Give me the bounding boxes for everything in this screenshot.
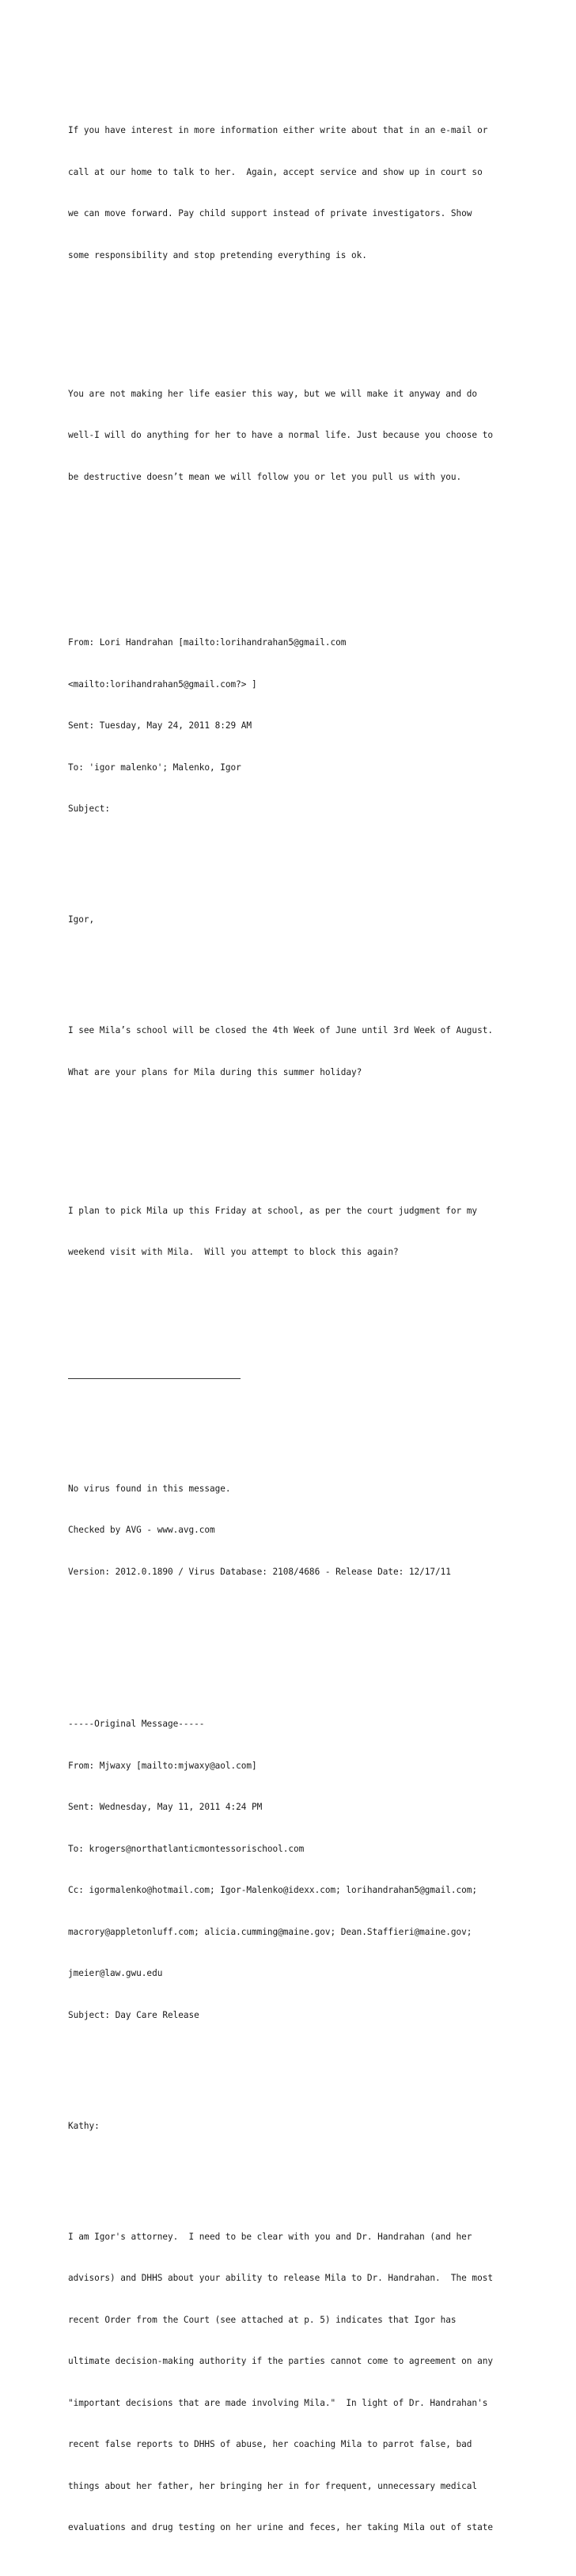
text-line: recent false reports to DHHS of abuse, her coaching Mila to parrot false, bad (68, 2439, 472, 2449)
header-cc-cont: jmeier@law.gwu.edu (68, 1968, 163, 1978)
text-line: I plan to pick Mila up this Friday at school, as per the court judgment for my (68, 1205, 478, 1216)
email-header-2 (68, 1689, 543, 2050)
header-to: To: krogers@northatlanticmontessorischool.com (68, 1843, 305, 1854)
text-line: "important decisions that are made involving Mila." In light of Dr. Handrahan's (68, 2397, 488, 2408)
header-subject: Subject: (68, 804, 111, 814)
text-line: Checked by AVG - www.avg.com (68, 1525, 215, 1535)
paragraph-1 (68, 96, 543, 290)
paragraph-3 (68, 996, 543, 1107)
paragraph-4 (68, 1176, 543, 1287)
separator-rule (68, 1370, 241, 1379)
text-line: No virus found in this message. (68, 1483, 231, 1494)
paragraph-2 (68, 359, 543, 512)
text-line: well-I will do anything for her to have a normal life. Just because you choose to (68, 430, 493, 440)
header-cc: Cc: igormalenko@hotmail.com; Igor-Malenko@idexx.com; lorihandrahan5@gmail.com; (68, 1885, 478, 1895)
text-line: recent Order from the Court (see attached at p. 5) indicates that Igor has (68, 2314, 457, 2325)
header-sent: Sent: Wednesday, May 11, 2011 4:24 PM (68, 1802, 263, 1812)
original-message-marker: -----Original Message----- (68, 1719, 205, 1729)
avg-notice (68, 1454, 543, 1607)
header-to: To: 'igor malenko'; Malenko, Igor (68, 762, 241, 773)
header-subject: Subject: Day Care Release (68, 2009, 199, 2020)
text-line: we can move forward. Pay child support instead of private investigators. Show (68, 208, 472, 218)
header-from: From: Lori Handrahan [mailto:lorihandrahan5@gmail.com (68, 637, 347, 648)
text-line: I am Igor's attorney. I need to be clear with you and Dr. Handrahan (and her (68, 2231, 472, 2242)
greeting-kathy: Kathy: (68, 2120, 100, 2131)
paragraph-5 (68, 2202, 543, 2563)
text-line: You are not making her life easier this way, but we will make it anyway and do (68, 388, 478, 399)
text-line: advisors) and DHHS about your ability to release Mila to Dr. Handrahan. The most (68, 2273, 493, 2283)
text-line: be destructive doesn’t mean we will follow you or let you pull us with you. (68, 471, 462, 482)
header-cc-cont: macrory@appletonluff.com; alicia.cumming@maine.gov; Dean.Staffieri@maine.gov; (68, 1926, 472, 1937)
text-line: If you have interest in more information either write about that in an e-mail or (68, 125, 488, 135)
text-line: call at our home to talk to her. Again, accept service and show up in court so (68, 166, 483, 177)
text-line: Version: 2012.0.1890 / Virus Database: 2108/4686 - Release Date: 12/17/11 (68, 1566, 451, 1577)
text-line: What are your plans for Mila during this summer holiday? (68, 1066, 362, 1077)
text-line: some responsibility and stop pretending everything is ok. (68, 249, 367, 260)
email-header-1 (68, 608, 543, 844)
text-line: weekend visit with Mila. Will you attempt to block this again? (68, 1247, 399, 1257)
greeting-igor: Igor, (68, 914, 95, 925)
text-line: ultimate decision-making authority if the parties cannot come to agreement on any (68, 2356, 493, 2366)
header-from-cont: <mailto:lorihandrahan5@gmail.com?> ] (68, 678, 257, 690)
header-sent: Sent: Tuesday, May 24, 2011 8:29 AM (68, 720, 252, 731)
text-line: evaluations and drug testing on her urine and feces, her taking Mila out of state (68, 2522, 493, 2532)
text-line: things about her father, her bringing her in for frequent, unnecessary medical (68, 2480, 478, 2491)
header-from: From: Mjwaxy [mailto:mjwaxy@aol.com] (68, 1760, 257, 1771)
text-line: I see Mila’s school will be closed the 4th Week of June until 3rd Week of August. (68, 1025, 493, 1035)
email-document (68, 68, 543, 2576)
